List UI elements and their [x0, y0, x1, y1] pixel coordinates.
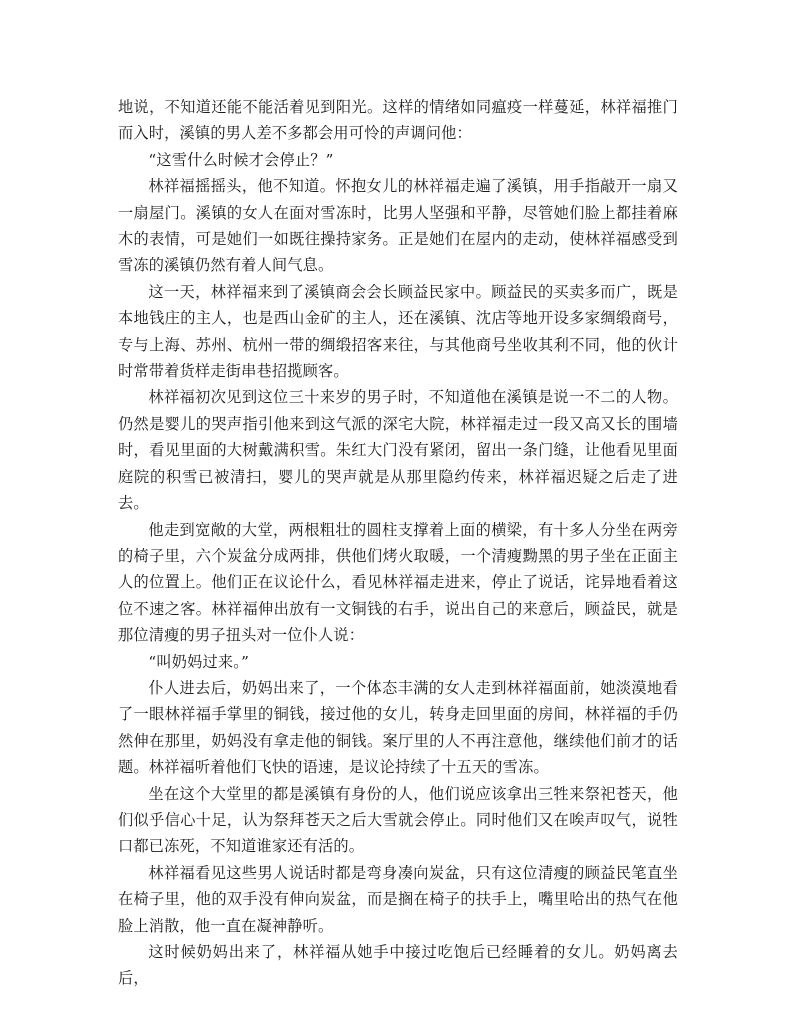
paragraph-2: “这雪什么时候才会停止？”	[148, 150, 334, 169]
paragraph-8: 仆人进去后，奶妈出来了，一个体态丰满的女人走到林祥福面前，她淡漠地看了一眼林祥福手掌里的铜钱，接过他的女儿，转身走回里面的房间，林祥福的手仍然伸在那里，奶妈没有拿走他的铜钱。案厅里的人不再注意他，继续他们前才的话题。林祥福听着他们飞快的语速，是议论持续了十五天的雪冻。	[118, 678, 678, 777]
paragraph-6: 他走到宽敞的大堂，两根粗壮的圆柱支撑着上面的横梁，有十多人分坐在两旁的椅子里，六个炭盆分成两排，供他们烤火取暖，一个清瘦黝黑的男子坐在正面主人的位置上。他们正在议论什么，看见林祥福走进来，停止了说话，诧异地看着这位不速之客。林祥福伸出放有一文铜钱的右手，说出自己的来意后，顾益民，就是那位清瘦的男子扭头对一位仆人说：	[118, 520, 678, 645]
paragraph-11: 这时候奶妈出来了，林祥福从她手中接过吃饱后已经睡着的女儿。奶妈离去后，	[118, 943, 678, 988]
paragraph-5: 林祥福初次见到这位三十来岁的男子时，不知道他在溪镇是说一不二的人物。仍然是婴儿的哭声指引他来到这气派的深宅大院，林祥福走过一段又高又长的围墙时，看见里面的大树戴满积雪。朱红大门没有紧闭，留出一条门缝，让他看见里面庭院的积雪已被清扫，婴儿的哭声就是从那里隐约传来，林祥福迟疑之后走了进去。	[118, 388, 678, 513]
paragraph-1: 地说，不知道还能不能活着见到阳光。这样的情绪如同瘟疫一样蔓延，林祥福推门而入时，溪镇的男人差不多都会用可怜的声调问他：	[118, 98, 678, 143]
paragraph-7: “叫奶妈过来。”	[148, 652, 250, 671]
paragraph-4: 这一天，林祥福来到了溪镇商会会长顾益民家中。顾益民的买卖多而广，既是本地钱庄的主人，也是西山金矿的主人，还在溪镇、沈店等地开设多家绸缎商号，专与上海、苏州、杭州一带的绸缎招客来往，与其他商号坐收其利不同，他的伙计时常带着货样走街串巷招揽顾客。	[118, 282, 678, 381]
paragraph-10: 林祥福看见这些男人说话时都是弯身凑向炭盆，只有这位清瘦的顾益民笔直坐在椅子里，他的双手没有伸向炭盆，而是搁在椅子的扶手上，嘴里哈出的热气在他脸上消散，他一直在凝神静听。	[118, 863, 678, 935]
document-page	[118, 94, 678, 992]
paragraph-3: 林祥福摇摇头，他不知道。怀抱女儿的林祥福走遍了溪镇，用手指敲开一扇又一扇屋门。溪镇的女人在面对雪冻时，比男人坚强和平静，尽管她们脸上都挂着麻木的表情，可是她们一如既往操持家务。正是她们在屋内的走动，使林祥福感受到雪冻的溪镇仍然有着人间气息。	[118, 177, 678, 275]
paragraph-9: 坐在这个大堂里的都是溪镇有身份的人，他们说应该拿出三牲来祭祀苍天，他们似乎信心十足，认为祭拜苍天之后大雪就会停止。同时他们又在唉声叹气，说牲口都已冻死，不知道谁家还有活的。	[118, 784, 678, 856]
